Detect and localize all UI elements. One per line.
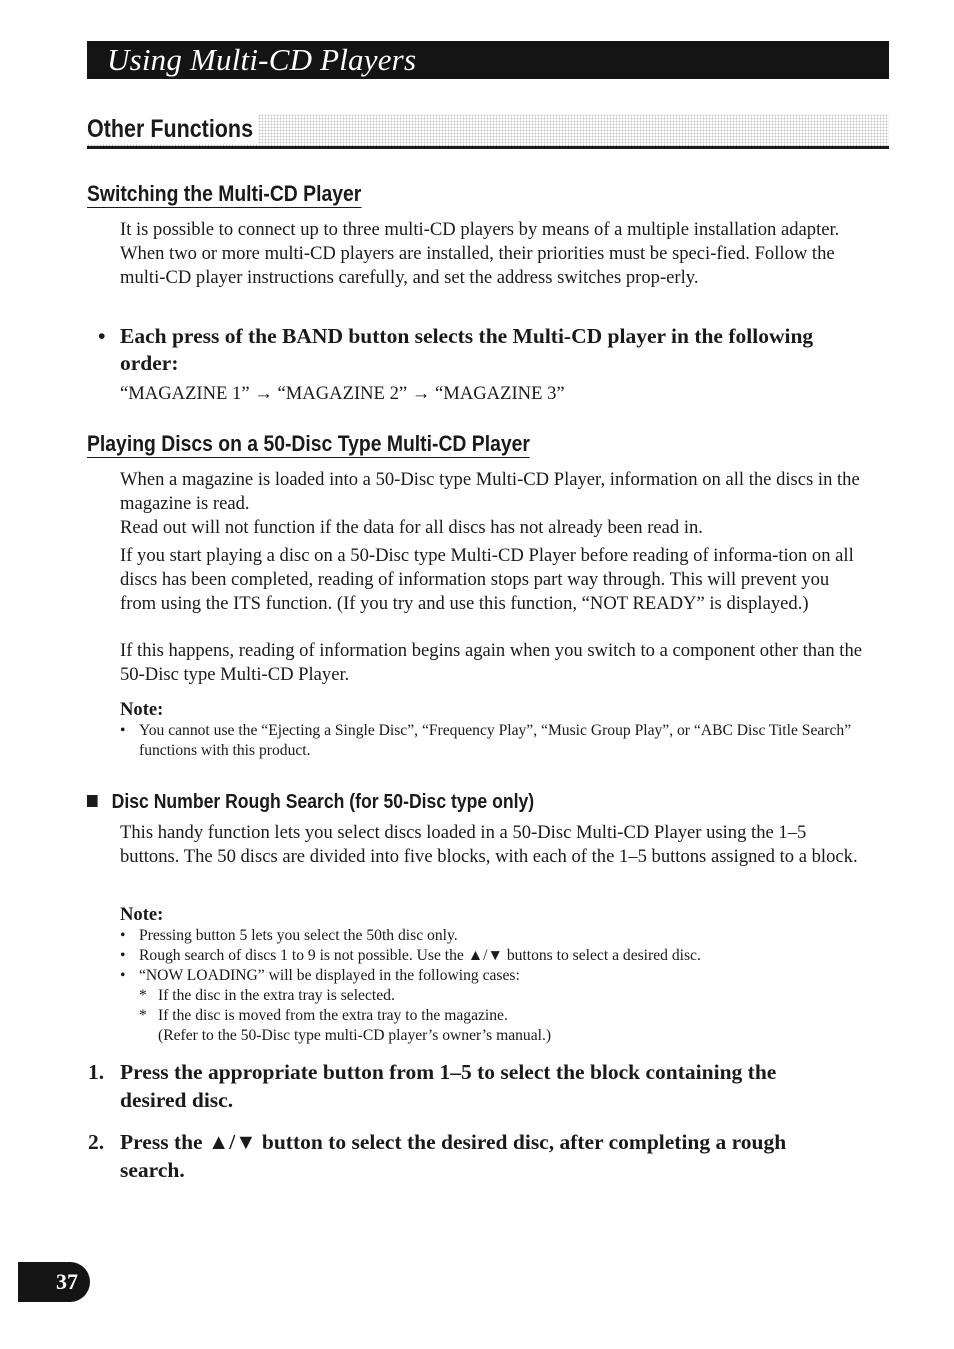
note-text: You cannot use the “Ejecting a Single Disc”, “Frequency Play”, “Music Group Play”, or “ABC Disc Title Search” functions with this product. [139, 722, 852, 759]
page-number: 37 [56, 1269, 78, 1294]
bullet-glyph: • [98, 324, 106, 348]
arrow-icon: → [411, 383, 431, 404]
sequence-item: “MAGAZINE 3” [435, 383, 565, 404]
note-item [120, 966, 865, 986]
step-text: Press the ▲/▼ button to select the desired disc, after completing a rough search. [120, 1130, 787, 1182]
step-text: Press the appropriate button from 1–5 to select the block containing the desired disc. [120, 1060, 777, 1112]
sequence-item: “MAGAZINE 1” [120, 383, 250, 404]
note-label: Note: [120, 699, 164, 720]
note-text: Rough search of discs 1 to 9 is not possible. Use the ▲/▼ buttons to select a desired disc. [139, 947, 701, 964]
star-glyph: * [139, 987, 147, 1004]
arrow-icon: → [254, 383, 273, 404]
section-heading [87, 114, 889, 149]
step-number: 1. [88, 1060, 105, 1084]
rough-search-heading [87, 790, 534, 814]
step-number: 2. [88, 1130, 105, 1154]
note-subtext: If the disc is moved from the extra tray to the magazine. [158, 1007, 508, 1024]
playing-paragraph-2: Read out will not function if the data for all discs has not already been read in. [120, 517, 703, 538]
note-subitem [120, 1006, 865, 1026]
rough-search-heading-text: Disc Number Rough Search (for 50-Disc type only) [111, 791, 535, 813]
switching-heading [87, 181, 361, 207]
magazine-sequence [120, 382, 565, 406]
playing-paragraph-4: If this happens, reading of information begins again when you switch to a component other than the 50-Disc type Multi-CD Player. [120, 640, 863, 685]
playing-notes [120, 721, 865, 761]
note-subitem [120, 986, 865, 1006]
note-item [120, 926, 865, 946]
chapter-banner [87, 41, 889, 79]
playing-heading [87, 431, 530, 457]
square-bullet-icon [87, 795, 98, 807]
note-text: “NOW LOADING” will be displayed in the following cases: [139, 967, 520, 984]
bullet-glyph: • [120, 927, 126, 944]
note-refer [120, 1026, 865, 1046]
sequence-item: “MAGAZINE 2” [277, 383, 408, 404]
playing-heading-text: Playing Discs on a 50-Disc Type Multi-CD Player [87, 431, 530, 456]
switching-heading-text: Switching the Multi-CD Player [87, 181, 362, 206]
note-item [120, 946, 865, 966]
section-title: Other Functions [87, 114, 258, 144]
switching-paragraph: It is possible to connect up to three multi-CD players by means of a multiple installation adapter. When two or more multi-CD players are installed, their priorities must be speci-fied. Follow the multi-CD player instructions carefully, and set the address switches prop-erly. [120, 219, 840, 288]
page-number-badge [18, 1262, 90, 1302]
note-text: Pressing button 5 lets you select the 50th disc only. [139, 927, 458, 944]
bullet-glyph: • [120, 722, 126, 739]
note-label: Note: [120, 904, 164, 925]
note-item [120, 721, 865, 761]
rough-notes [120, 926, 865, 1046]
note-refer-text: (Refer to the 50-Disc type multi-CD player’s owner’s manual.) [158, 1027, 552, 1044]
bullet-glyph: • [120, 967, 126, 984]
playing-paragraph-1: When a magazine is loaded into a 50-Disc type Multi-CD Player, information on all the discs in the magazine is read. [120, 469, 860, 514]
rough-search-paragraph: This handy function lets you select discs loaded in a 50-Disc Multi-CD Player using the 1–5 buttons. The 50 discs are divided into five blocks, with each of the 1–5 buttons assigned to a block. [120, 822, 858, 867]
band-bullet-text: Each press of the BAND button selects the Multi-CD player in the following order: [120, 324, 814, 375]
note-subtext: If the disc in the extra tray is selected. [158, 987, 395, 1004]
chapter-title: Using Multi-CD Players [107, 42, 417, 77]
playing-paragraph-3: If you start playing a disc on a 50-Disc type Multi-CD Player before reading of informa-tion on all discs has been completed, reading of information stops part way through. This will prevent you from using the ITS function. (If you try and use this function, “NOT READY” is displayed.) [120, 545, 854, 614]
bullet-glyph: • [120, 947, 126, 964]
star-glyph: * [139, 1007, 147, 1024]
